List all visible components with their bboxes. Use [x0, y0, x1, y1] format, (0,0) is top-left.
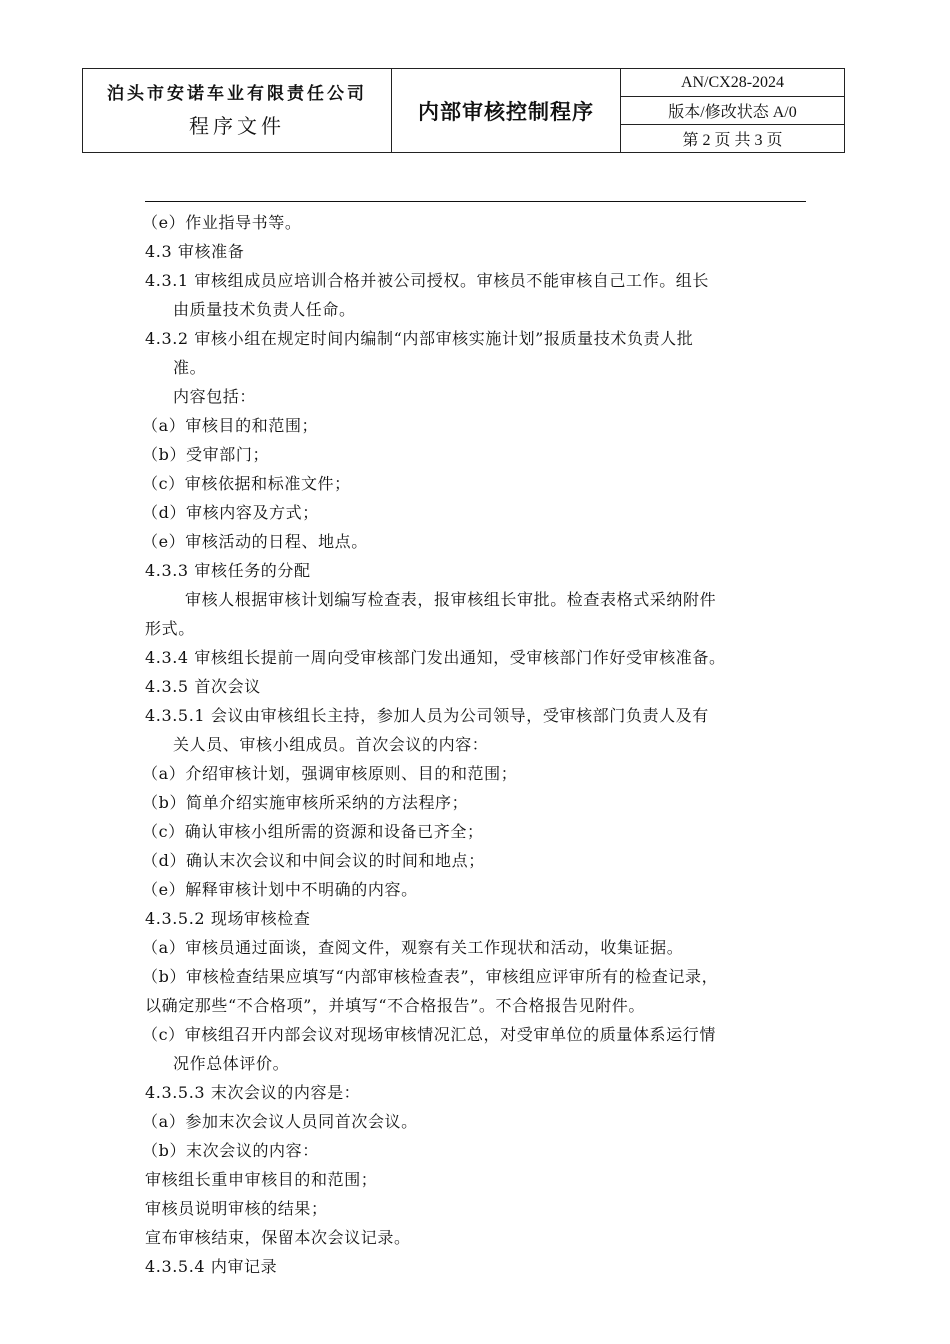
- list-item: （c）确认审核小组所需的资源和设备已齐全；: [142, 822, 484, 841]
- list-item: （d）审核内容及方式；: [142, 503, 319, 522]
- section-heading: 4.3.5.3 末次会议的内容是：: [145, 1083, 361, 1102]
- document-title: 内部审核控制程序: [418, 99, 594, 124]
- text-line: （e）作业指导书等。: [142, 213, 302, 232]
- document-body: [142, 208, 817, 1281]
- page-indicator: 第 2 页 共 3 页: [621, 125, 845, 153]
- list-item: （e）解释审核计划中不明确的内容。: [142, 880, 418, 899]
- text-line: 以确定那些“不合格项”，并填写“不合格报告”。不合格报告见附件。: [145, 996, 645, 1015]
- text-line: 宣布审核结束，保留本次会议记录。: [145, 1228, 411, 1247]
- document-type: 程序文件: [189, 113, 285, 138]
- text-line: 由质量技术负责人任命。: [173, 300, 356, 319]
- document-header: [82, 68, 845, 153]
- list-item: （a）审核目的和范围；: [142, 416, 319, 435]
- header-divider: [145, 201, 806, 202]
- list-item: （a）介绍审核计划，强调审核原则、目的和范围；: [142, 764, 518, 783]
- text-line: 审核员说明审核的结果；: [145, 1199, 328, 1218]
- text-line: 内容包括：: [173, 387, 257, 406]
- title-cell: [392, 69, 621, 153]
- section-heading: 4.3.5 首次会议: [145, 677, 261, 696]
- list-item: （c）审核组召开内部会议对现场审核情况汇总，对受审单位的质量体系运行情: [142, 1025, 716, 1044]
- text-line: 4.3.4 审核组长提前一周向受审核部门发出通知，受审核部门作好受审核准备。: [145, 648, 726, 667]
- text-line: 4.3.1 审核组成员应培训合格并被公司授权。审核员不能审核自己工作。组长: [145, 271, 709, 290]
- section-heading: 4.3.5.2 现场审核检查: [145, 909, 311, 928]
- list-item: （b）审核检查结果应填写“内部审核检查表”，审核组应评审所有的检查记录，: [142, 967, 719, 986]
- list-item: （a）参加末次会议人员同首次会议。: [142, 1112, 418, 1131]
- text-line: 准。: [173, 358, 207, 377]
- list-item: （b）受审部门；: [142, 445, 270, 464]
- company-name: 泊头市安诺车业有限责任公司: [107, 83, 367, 104]
- list-item: （b）末次会议的内容：: [142, 1141, 319, 1160]
- company-cell: [83, 69, 392, 153]
- section-heading: 4.3.5.4 内审记录: [145, 1257, 278, 1276]
- text-line: 形式。: [145, 619, 195, 638]
- text-line: 4.3.2 审核小组在规定时间内编制“内部审核实施计划”报质量技术负责人批: [145, 329, 694, 348]
- list-item: （e）审核活动的日程、地点。: [142, 532, 368, 551]
- list-item: （c）审核依据和标准文件；: [142, 474, 351, 493]
- text-line: 况作总体评价。: [173, 1054, 290, 1073]
- section-heading: 4.3 审核准备: [145, 242, 245, 261]
- text-line: 4.3.5.1 会议由审核组长主持，参加人员为公司领导，受审核部门负责人及有: [145, 706, 709, 725]
- text-line: 审核组长重申审核目的和范围；: [145, 1170, 378, 1189]
- text-line: 关人员、审核小组成员。首次会议的内容：: [173, 735, 489, 754]
- section-heading: 4.3.3 审核任务的分配: [145, 561, 311, 580]
- version-status: 版本/修改状态 A/0: [621, 97, 845, 125]
- list-item: （b）简单介绍实施审核所采纳的方法程序；: [142, 793, 469, 812]
- text-line: 审核人根据审核计划编写检查表，报审核组长审批。检查表格式采纳附件: [185, 590, 717, 609]
- document-number: AN/CX28-2024: [621, 69, 845, 97]
- list-item: （d）确认末次会议和中间会议的时间和地点；: [142, 851, 485, 870]
- list-item: （a）审核员通过面谈，查阅文件，观察有关工作现状和活动，收集证据。: [142, 938, 684, 957]
